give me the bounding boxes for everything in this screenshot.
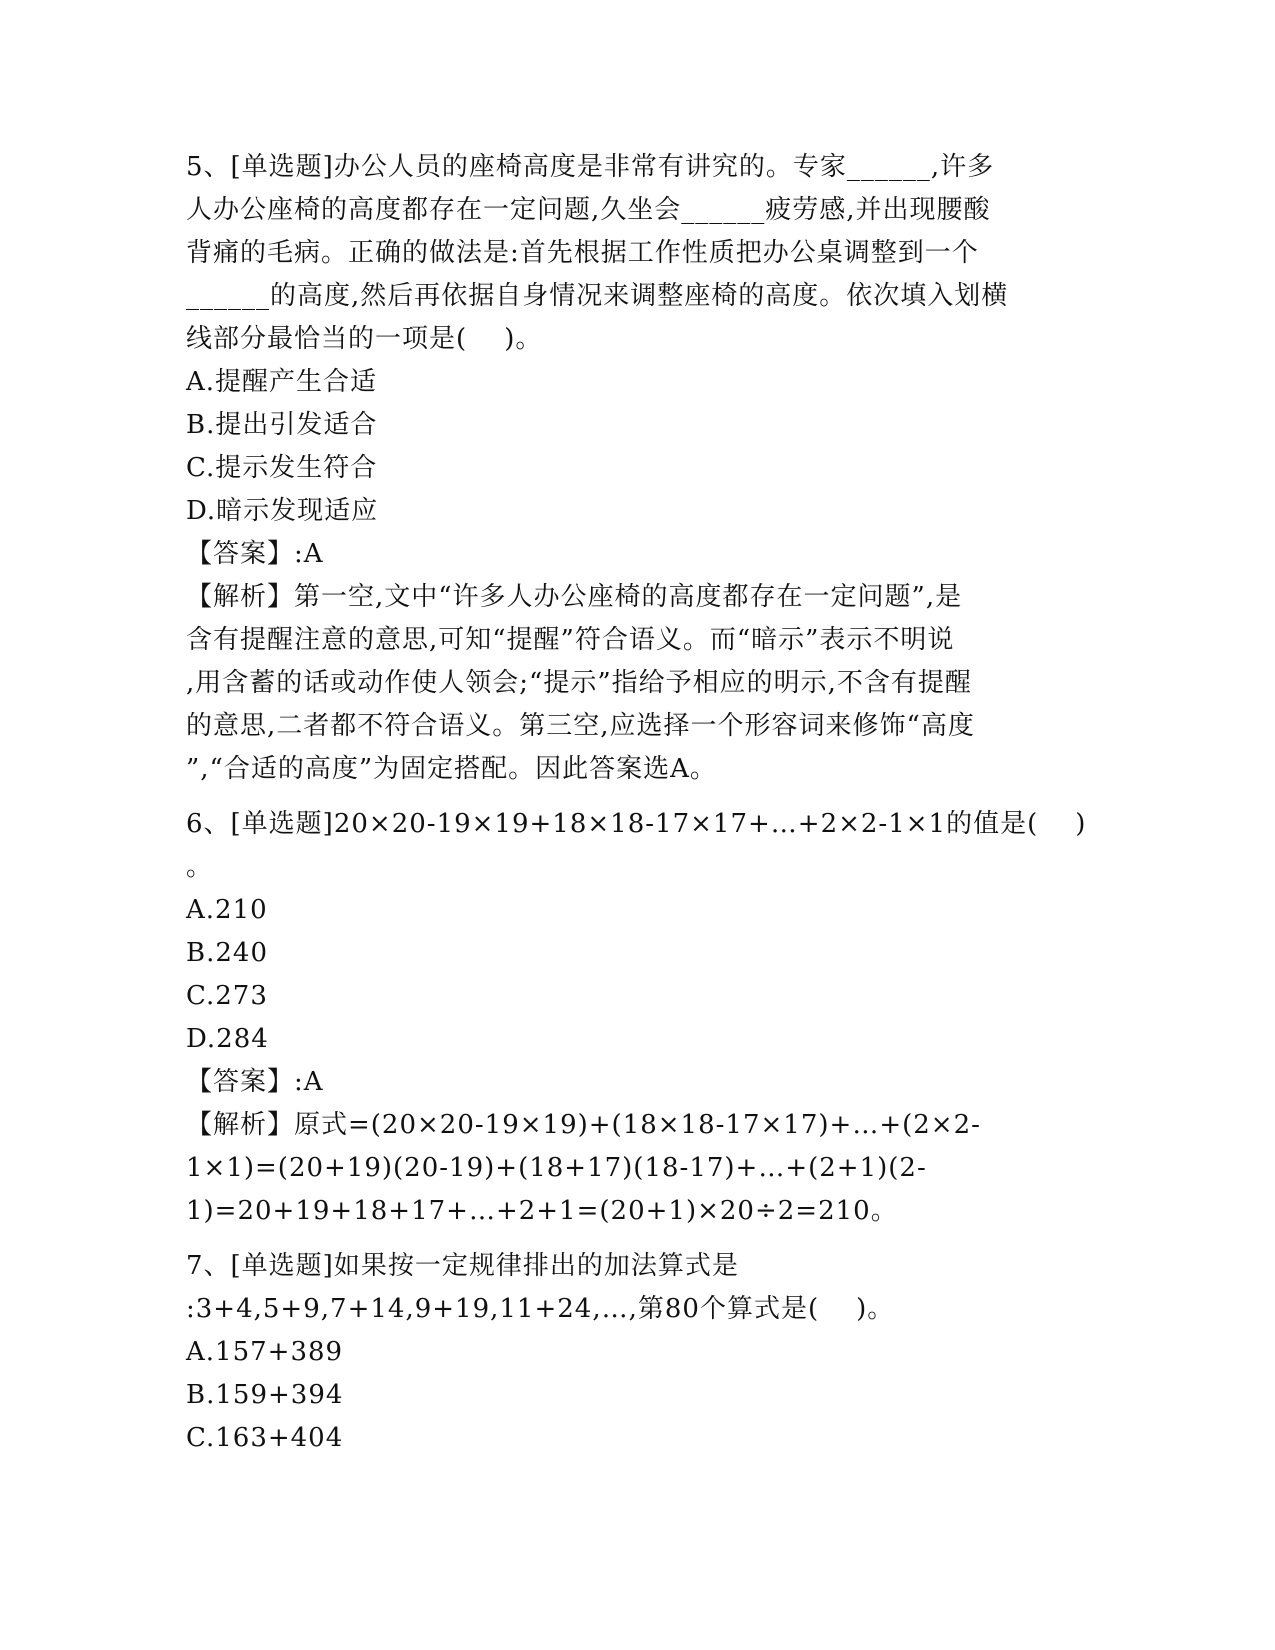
option-a: A.提醒产生合适 bbox=[186, 367, 378, 397]
question-stem-line: :3+4,5+9,7+14,9+19,11+24,…,第80个算式是( )。 bbox=[186, 1294, 895, 1324]
analysis-line: 【解析】原式=(20×20-19×19)+(18×18-17×17)+…+(2×2- bbox=[186, 1110, 981, 1140]
option-d: D.284 bbox=[186, 1024, 269, 1054]
analysis-line: ,用含蓄的话或动作使人领会;“提示”指给予相应的明示,不含有提醒 bbox=[186, 668, 972, 698]
option-a: A.157+389 bbox=[186, 1337, 344, 1367]
analysis-line: 1)=20+19+18+17+…+2+1=(20+1)×20÷2=210。 bbox=[186, 1196, 898, 1226]
option-d: D.暗示发现适应 bbox=[186, 496, 379, 526]
question-stem-line: 。 bbox=[186, 852, 214, 882]
analysis-line: ”,“合适的高度”为固定搭配。因此答案选A。 bbox=[186, 754, 717, 784]
question-stem-line: 6、[单选题]20×20-19×19+18×18-17×17+…+2×2-1×1的值是( ) bbox=[186, 809, 1087, 839]
question-7 bbox=[186, 1245, 1086, 1460]
question-stem-line: 5、[单选题]办公人员的座椅高度是非常有讲究的。专家______,许多 bbox=[186, 152, 995, 182]
option-b: B.提出引发适合 bbox=[186, 410, 378, 440]
analysis-line: 【解析】第一空,文中“许多人办公座椅的高度都存在一定问题”,是 bbox=[186, 582, 963, 612]
analysis-line: 1×1)=(20+19)(20-19)+(18+17)(18-17)+…+(2+1)(2- bbox=[186, 1153, 927, 1183]
question-spacer bbox=[186, 1233, 1086, 1245]
question-stem-line: ______的高度,然后再依据自身情况来调整座椅的高度。依次填入划横 bbox=[186, 281, 1009, 311]
question-spacer bbox=[186, 791, 1086, 803]
answer-line: 【答案】:A bbox=[186, 539, 324, 569]
question-5 bbox=[186, 146, 1086, 791]
option-c: C.163+404 bbox=[186, 1423, 344, 1453]
option-b: B.159+394 bbox=[186, 1380, 344, 1410]
answer-line: 【答案】:A bbox=[186, 1067, 324, 1097]
question-6 bbox=[186, 803, 1086, 1233]
option-c: C.273 bbox=[186, 981, 268, 1011]
option-a: A.210 bbox=[186, 895, 268, 925]
question-stem-line: 背痛的毛病。正确的做法是:首先根据工作性质把办公桌调整到一个 bbox=[186, 238, 979, 268]
analysis-line: 的意思,二者都不符合语义。第三空,应选择一个形容词来修饰“高度 bbox=[186, 711, 975, 741]
analysis-line: 含有提醒注意的意思,可知“提醒”符合语义。而“暗示”表示不明说 bbox=[186, 625, 955, 655]
question-stem-line: 线部分最恰当的一项是( )。 bbox=[186, 324, 543, 354]
question-stem-line: 7、[单选题]如果按一定规律排出的加法算式是 bbox=[186, 1251, 739, 1281]
option-b: B.240 bbox=[186, 938, 268, 968]
option-c: C.提示发生符合 bbox=[186, 453, 378, 483]
document-page bbox=[186, 146, 1086, 1460]
question-stem-line: 人办公座椅的高度都存在一定问题,久坐会______疲劳感,并出现腰酸 bbox=[186, 195, 991, 225]
